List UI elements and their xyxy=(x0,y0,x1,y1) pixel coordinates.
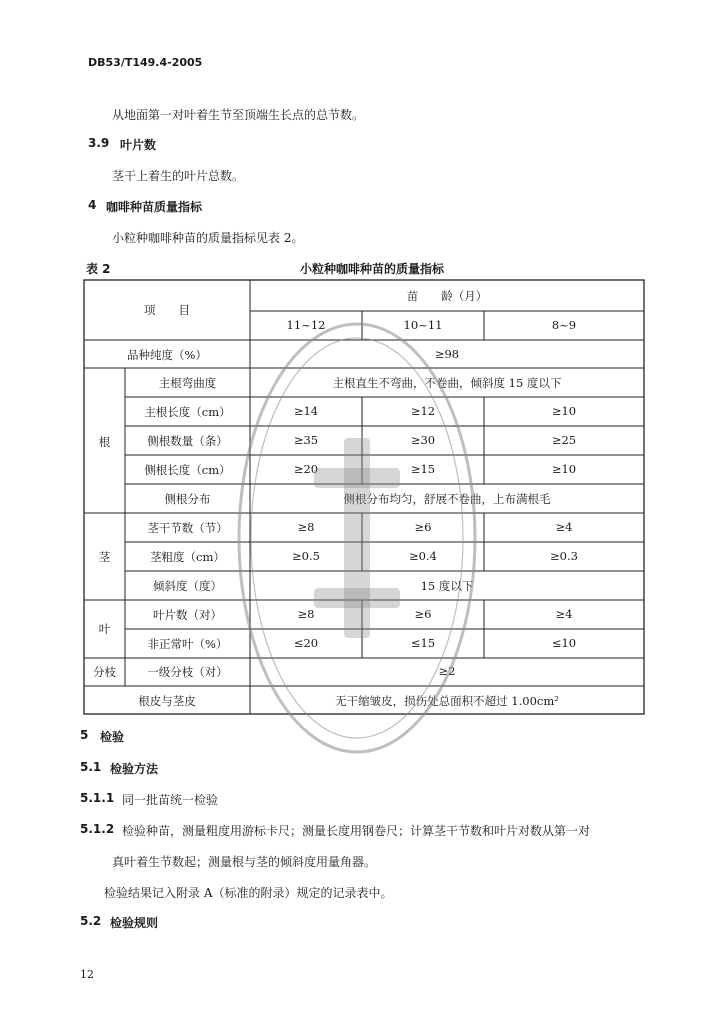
row-lateral-len-label: 侧根长度（cm） xyxy=(144,463,231,477)
section-3-9-title: 叶片数 xyxy=(120,138,157,152)
header-age: 苗 龄（月） xyxy=(406,289,488,303)
age-col-1: 11~12 xyxy=(286,318,326,332)
group-root: 根 xyxy=(98,435,111,449)
section-5-1-1-number: 5.1.1 xyxy=(80,791,115,805)
row-leaf-pairs-v3: ≥4 xyxy=(555,607,573,621)
row-taproot-len-v2: ≥12 xyxy=(410,404,436,418)
row-stem-nodes-v3: ≥4 xyxy=(555,520,573,534)
row-leaf-pairs-v2: ≥6 xyxy=(414,607,432,621)
row-taproot-len-v3: ≥10 xyxy=(551,404,577,418)
row-taproot-len-label: 主根长度（cm） xyxy=(144,405,231,419)
row-bark-label: 根皮与茎皮 xyxy=(138,694,196,708)
section-5-2-title: 检验规则 xyxy=(110,916,159,930)
paragraph-leaf-count: 茎干上着生的叶片总数。 xyxy=(112,169,245,183)
row-taproot-len-v1: ≥14 xyxy=(293,404,319,418)
paragraph-table-ref: 小粒种咖啡种苗的质量指标见表 2。 xyxy=(112,231,304,245)
table-title: 小粒种咖啡种苗的质量指标 xyxy=(300,262,445,276)
section-5-1-2-number: 5.1.2 xyxy=(80,822,115,836)
row-tilt-label: 倾斜度（度） xyxy=(153,579,222,593)
row-stem-thick-label: 茎粗度（cm） xyxy=(150,550,225,564)
header-item: 项 目 xyxy=(144,303,190,317)
section-4-number: 4 xyxy=(88,198,97,212)
row-lateral-len-v3: ≥10 xyxy=(551,462,577,476)
section-3-9-number: 3.9 xyxy=(88,136,110,150)
paragraph-node-count: 从地面第一对叶着生节至顶端生长点的总节数。 xyxy=(112,108,365,122)
row-branch-value: ≥2 xyxy=(438,664,456,678)
section-5-title: 检验 xyxy=(100,730,125,744)
group-leaf: 叶 xyxy=(98,622,111,636)
section-5-1-1-text: 同一批苗统一检验 xyxy=(122,793,219,807)
row-lateral-len-v2: ≥15 xyxy=(410,462,436,476)
age-col-3: 8~9 xyxy=(551,318,577,332)
row-taproot-bend-label: 主根弯曲度 xyxy=(158,376,217,390)
row-branch-label: 一级分枝（对） xyxy=(147,665,228,679)
row-abnormal-v2: ≤15 xyxy=(410,636,436,650)
row-stem-thick-v1: ≥0.5 xyxy=(292,549,320,563)
row-stem-nodes-label: 茎干节数（节） xyxy=(147,521,228,535)
row-stem-thick-v2: ≥0.4 xyxy=(409,549,437,563)
section-5-1-2-line1: 检验种苗，测量粗度用游标卡尺；测量长度用钢卷尺；计算茎干节数和叶片对数从第一对 xyxy=(122,824,591,838)
row-leaf-pairs-label: 叶片数（对） xyxy=(153,608,222,622)
row-lateral-dist-label: 侧根分布 xyxy=(164,492,211,506)
row-abnormal-v3: ≤10 xyxy=(551,636,577,650)
group-branch: 分枝 xyxy=(93,665,116,679)
row-lateral-len-v1: ≥20 xyxy=(293,462,319,476)
doc-number: DB53/T149.4-2005 xyxy=(88,56,203,69)
row-taproot-bend-value: 主根直生不弯曲，不卷曲，倾斜度 15 度以下 xyxy=(332,376,562,390)
row-abnormal-label: 非正常叶（%） xyxy=(147,637,228,651)
section-5-1-title: 检验方法 xyxy=(110,762,159,776)
row-lateral-count-label: 侧根数量（条） xyxy=(147,434,228,448)
row-lateral-count-v1: ≥35 xyxy=(293,433,319,447)
row-stem-nodes-v1: ≥8 xyxy=(297,520,315,534)
group-stem: 茎 xyxy=(98,550,111,564)
paragraph-record: 检验结果记入附录 A（标准的附录）规定的记录表中。 xyxy=(104,886,393,900)
row-tilt-value: 15 度以下 xyxy=(420,579,474,593)
table-label: 表 2 xyxy=(86,262,111,276)
row-bark-value: 无干缩皱皮，损伤处总面积不超过 1.00cm² xyxy=(335,694,559,708)
age-col-2: 10~11 xyxy=(403,318,443,332)
row-leaf-pairs-v1: ≥8 xyxy=(297,607,315,621)
section-5-1-2-line2: 真叶着生节数起；测量根与茎的倾斜度用量角器。 xyxy=(112,855,377,869)
row-abnormal-v1: ≤20 xyxy=(293,636,319,650)
row-purity-value: ≥98 xyxy=(434,347,460,361)
row-lateral-dist-value: 侧根分布均匀，舒展不卷曲，上布满根毛 xyxy=(343,492,551,506)
row-purity-label: 品种纯度（%） xyxy=(127,348,207,362)
row-lateral-count-v2: ≥30 xyxy=(410,433,436,447)
section-5-2-number: 5.2 xyxy=(80,914,102,928)
section-5-1-number: 5.1 xyxy=(80,760,102,774)
row-lateral-count-v3: ≥25 xyxy=(551,433,577,447)
section-4-title: 咖啡种苗质量指标 xyxy=(106,200,203,214)
page-number: 12 xyxy=(80,968,94,981)
section-5-number: 5 xyxy=(80,728,89,742)
row-stem-nodes-v2: ≥6 xyxy=(414,520,432,534)
row-stem-thick-v3: ≥0.3 xyxy=(550,549,578,563)
